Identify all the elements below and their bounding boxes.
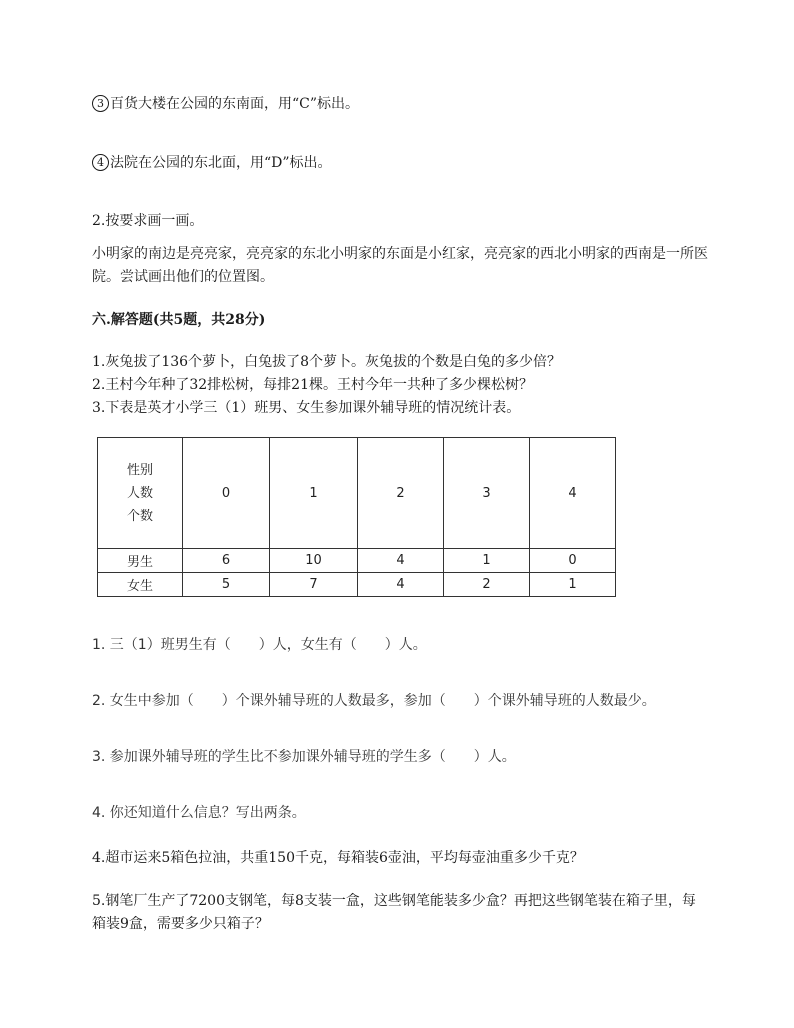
sub-question-4: 4. 你还知道什么信息？写出两条。 bbox=[92, 805, 306, 821]
problem-5: 5.钢笔厂生产了7200支钢笔，每8支装一盒，这些钢笔能装多少盒？再把这些钢笔装在箱子里，每箱装9盒，需要多少只箱子？ bbox=[92, 893, 696, 932]
table-cell: 1 bbox=[444, 549, 530, 573]
item-3-text: 百货大楼在公园的东南面，用“C”标出。 bbox=[110, 96, 360, 112]
table-header-row bbox=[98, 438, 616, 549]
section-6-title: 六.解答题(共5题，共28分) bbox=[92, 312, 266, 328]
table-cell: 4 bbox=[358, 573, 444, 597]
table-cell: 1 bbox=[530, 573, 616, 597]
problem-1: 1.灰兔拔了136个萝卜，白兔拔了8个萝卜。灰兔拔的个数是白兔的多少倍？ bbox=[92, 354, 561, 370]
sub-question-2: 2. 女生中参加（ ）个课外辅导班的人数最多，参加（ ）个课外辅导班的人数最少。 bbox=[92, 693, 656, 709]
item-4-text: 法院在公园的东北面，用“D”标出。 bbox=[110, 155, 332, 171]
row-label: 男生 bbox=[98, 549, 183, 573]
column-header: 1 bbox=[270, 438, 358, 549]
sub-question-1: 1. 三（1）班男生有（ ）人，女生有（ ）人。 bbox=[92, 637, 427, 653]
table-row bbox=[98, 573, 616, 597]
header-people: 人数 bbox=[126, 485, 153, 501]
table-corner-header bbox=[98, 438, 183, 549]
table-cell: 6 bbox=[183, 549, 270, 573]
header-count: 个数 bbox=[126, 508, 153, 524]
row-label: 女生 bbox=[98, 573, 183, 597]
item-3 bbox=[92, 93, 359, 115]
question-2-title: 2.按要求画一画。 bbox=[92, 213, 204, 229]
question-2-body: 小明家的南边是亮亮家，亮亮家的东北小明家的东面是小红家，亮亮家的西北小明家的西南是一所医院。尝试画出他们的位置图。 bbox=[92, 246, 708, 285]
circled-number-4: 4 bbox=[92, 154, 109, 171]
stats-table bbox=[97, 437, 616, 597]
circled-number-3: 3 bbox=[92, 95, 109, 112]
table-cell: 2 bbox=[444, 573, 530, 597]
column-header: 2 bbox=[358, 438, 444, 549]
problem-3: 3.下表是英才小学三（1）班男、女生参加课外辅导班的情况统计表。 bbox=[92, 400, 521, 416]
problem-2: 2.王村今年种了32排松树，每排21棵。王村今年一共种了多少棵松树？ bbox=[92, 377, 533, 393]
column-header: 3 bbox=[444, 438, 530, 549]
table-row bbox=[98, 549, 616, 573]
table-cell: 10 bbox=[270, 549, 358, 573]
column-header: 4 bbox=[530, 438, 616, 549]
header-gender: 性别 bbox=[126, 462, 153, 478]
column-header: 0 bbox=[183, 438, 270, 549]
table-cell: 4 bbox=[358, 549, 444, 573]
sub-question-3: 3. 参加课外辅导班的学生比不参加课外辅导班的学生多（ ）人。 bbox=[92, 749, 516, 765]
table-cell: 5 bbox=[183, 573, 270, 597]
problem-4: 4.超市运来5箱色拉油，共重150千克，每箱装6壶油，平均每壶油重多少千克？ bbox=[92, 850, 584, 866]
table-cell: 0 bbox=[530, 549, 616, 573]
table-cell: 7 bbox=[270, 573, 358, 597]
item-4 bbox=[92, 152, 332, 174]
